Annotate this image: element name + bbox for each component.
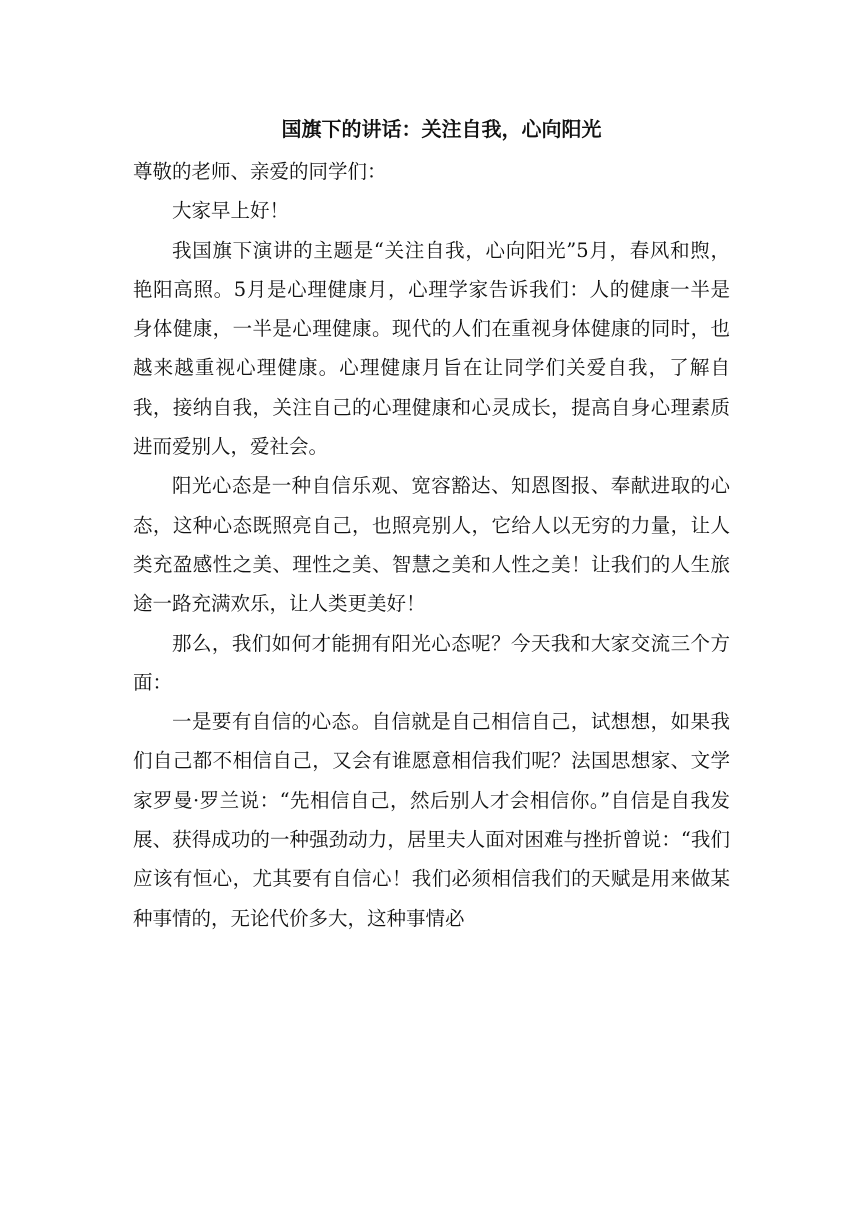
paragraph-confidence: 一是要有自信的心态。自信就是自己相信自己，试想想，如果我们自己都不相信自己，又会有谁愿意相信我们呢？法国思想家、文学家罗曼·罗兰说：“先相信自己，然后别人才会相信你。”自信是自我发展、获得成功的一种强劲动力，居里夫人面对困难与挫折曾说：“我们应该有恒心，尤其要有自信心！我们必须相信我们的天赋是用来做某种事情的，无论代价多大，这种事情必 [133,710,730,930]
paragraph-three-aspects: 那么，我们如何才能拥有阳光心态呢？今天我和大家交流三个方面： [133,631,730,694]
paragraph-theme: 我国旗下演讲的主题是“关注自我，心向阳光”5月，春风和煦，艳阳高照。5月是心理健康月，心理学家告诉我们：人的健康一半是身体健康，一半是心理健康。现代的人们在重视身体健康的同时，也越来越重视心理健康。心理健康月旨在让同学们关爱自我，了解自我，接纳自我，关注自己的心理健康和心灵成长，提高自身心理素质进而爱别人，爱社会。 [133,238,730,459]
document-title: 国旗下的讲话：关注自我，心向阳光 [281,117,602,141]
salutation: 尊敬的老师、亲爱的同学们： [133,160,387,183]
paragraph-greeting: 大家早上好！ [172,199,290,223]
paragraph-sunny-mindset: 阳光心态是一种自信乐观、宽容豁达、知恩图报、奉献进取的心态，这种心态既照亮自己，也照亮别人，它给人以无穷的力量，让人类充盈感性之美、理性之美、智慧之美和人性之美！让我们的人生旅途一路充满欢乐，让人类更美好！ [133,474,730,616]
document-page [133,112,730,938]
document-body [133,152,730,938]
